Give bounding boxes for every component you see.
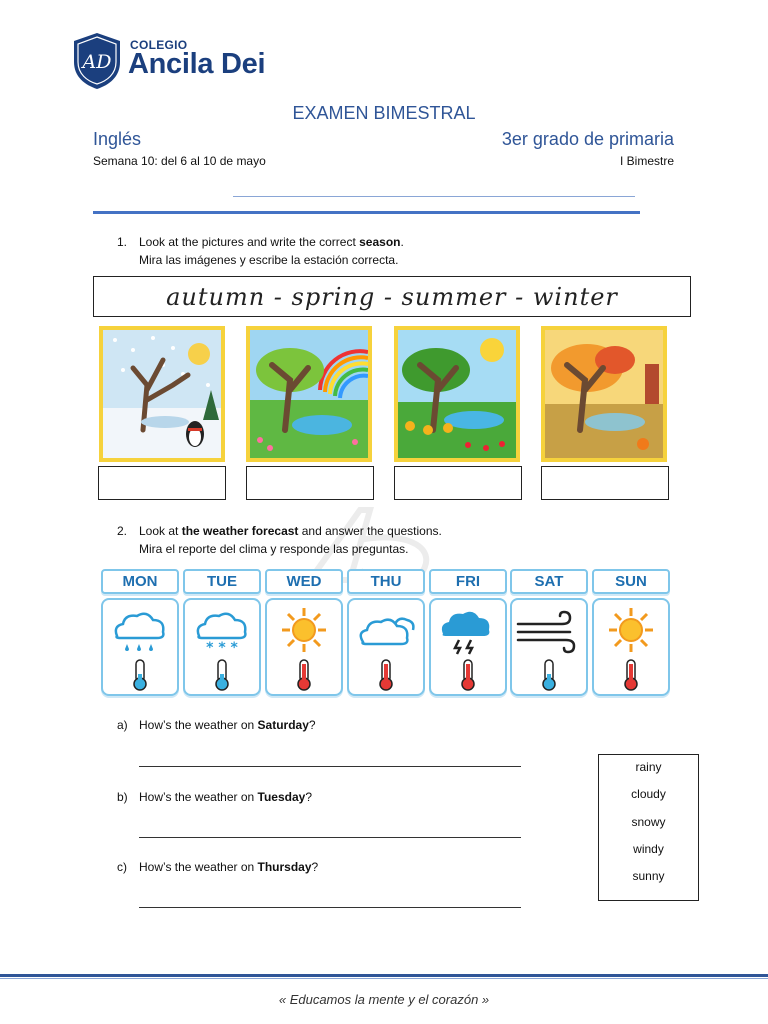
season-word-bank-text: autumn - spring - summer - winter xyxy=(166,282,618,311)
day-card-fri xyxy=(429,598,507,696)
day-tab-wed: WED xyxy=(265,569,343,594)
day-tab-sat: SAT xyxy=(510,569,588,594)
cold-thermometer-icon xyxy=(216,660,228,690)
exam-title: EXAMEN BIMESTRAL xyxy=(292,103,476,123)
option-rainy: rainy xyxy=(635,760,662,774)
term-label: I Bimestre xyxy=(619,154,674,168)
day-card-sun xyxy=(592,598,670,696)
footer-divider xyxy=(0,974,768,977)
section1-instructions xyxy=(117,233,404,269)
footer-divider-thin xyxy=(0,978,768,979)
spring-answer-box[interactable] xyxy=(246,466,374,500)
logo-school-name: Ancila Dei xyxy=(128,48,266,80)
snow-cloud-icon xyxy=(198,614,246,656)
autumn-answer-box[interactable] xyxy=(541,466,669,500)
question-a-text: How’s the weather on xyxy=(139,718,258,732)
summer-scene-picture xyxy=(394,326,520,462)
question-c-letter: c) xyxy=(117,860,127,874)
option-sunny: sunny xyxy=(632,869,665,883)
day-card-sat xyxy=(510,598,588,696)
question-a-suffix: ? xyxy=(308,718,316,732)
option-cloudy: cloudy xyxy=(631,787,666,801)
question-c-day: Thursday xyxy=(257,860,312,874)
wind-icon xyxy=(518,612,574,652)
hot-thermometer-icon xyxy=(298,660,310,690)
question-a-letter: a) xyxy=(117,718,128,732)
section2-instruction-suffix: and answer the questions. xyxy=(298,524,442,538)
storm-cloud-icon xyxy=(442,612,490,654)
section1-keyword: season xyxy=(359,235,401,249)
header-divider xyxy=(93,211,640,214)
section2-instruction-en: Look at xyxy=(139,524,182,538)
question-a-day: Saturday xyxy=(257,718,309,732)
question-b-day: Tuesday xyxy=(257,790,306,804)
day-card-thu xyxy=(347,598,425,696)
day-card-mon xyxy=(101,598,179,696)
question-b xyxy=(117,790,312,804)
section2-instructions xyxy=(117,522,442,558)
rain-cloud-icon xyxy=(116,614,164,651)
section1-instruction-es: Mira las imágenes y escribe la estación correcta. xyxy=(139,253,399,267)
section1-instruction-en: Look at the pictures and write the correct xyxy=(139,235,360,249)
logo-colegio-text: COLEGIO xyxy=(130,38,188,52)
question-b-text: How’s the weather on xyxy=(139,790,258,804)
cold-thermometer-icon xyxy=(134,660,146,690)
sun-icon xyxy=(282,608,326,652)
day-tab-mon: MON xyxy=(101,569,179,594)
hot-thermometer-icon xyxy=(462,660,474,690)
section2-number: 2. xyxy=(117,524,128,538)
hot-thermometer-icon xyxy=(380,660,392,690)
day-card-wed xyxy=(265,598,343,696)
option-snowy: snowy xyxy=(631,815,666,829)
svg-text:AD: AD xyxy=(82,51,112,73)
svg-text:* * *: * * * xyxy=(206,640,238,656)
winter-scene-picture xyxy=(99,326,225,462)
question-a xyxy=(117,718,316,732)
section1-instruction-suffix: . xyxy=(400,235,404,249)
day-card-tue xyxy=(183,598,261,696)
section2-keyword: the weather forecast xyxy=(181,524,299,538)
question-c-answer-line[interactable] xyxy=(139,907,521,908)
day-tab-sun: SUN xyxy=(592,569,670,594)
question-c-text: How’s the weather on xyxy=(139,860,258,874)
student-name-line[interactable] xyxy=(233,196,635,197)
cloud-icon xyxy=(361,619,414,644)
question-b-suffix: ? xyxy=(305,790,312,804)
sun-icon xyxy=(609,608,653,652)
subject-label: Inglés xyxy=(93,129,142,149)
school-logo-shield xyxy=(72,32,122,90)
option-windy: windy xyxy=(633,842,664,856)
section1-number: 1. xyxy=(117,235,128,249)
hot-thermometer-icon xyxy=(625,660,637,690)
question-b-answer-line[interactable] xyxy=(139,837,521,838)
season-word-bank xyxy=(93,276,691,317)
summer-answer-box[interactable] xyxy=(394,466,522,500)
section2-instruction-es: Mira el reporte del clima y responde las preguntas. xyxy=(139,542,409,556)
question-a-answer-line[interactable] xyxy=(139,766,521,767)
day-tab-thu: THU xyxy=(347,569,425,594)
cold-thermometer-icon xyxy=(543,660,555,690)
winter-answer-box[interactable] xyxy=(98,466,226,500)
day-tab-fri: FRI xyxy=(429,569,507,594)
spring-scene-picture xyxy=(246,326,372,462)
school-motto: « Educamos la mente y el corazón » xyxy=(278,992,490,1007)
day-tab-tue: TUE xyxy=(183,569,261,594)
grade-label: 3er grado de primaria xyxy=(501,129,674,149)
autumn-scene-picture xyxy=(541,326,667,462)
question-b-letter: b) xyxy=(117,790,128,804)
question-c xyxy=(117,860,318,874)
question-c-suffix: ? xyxy=(311,860,319,874)
week-label: Semana 10: del 6 al 10 de mayo xyxy=(93,154,266,168)
weather-options-box xyxy=(598,754,699,901)
